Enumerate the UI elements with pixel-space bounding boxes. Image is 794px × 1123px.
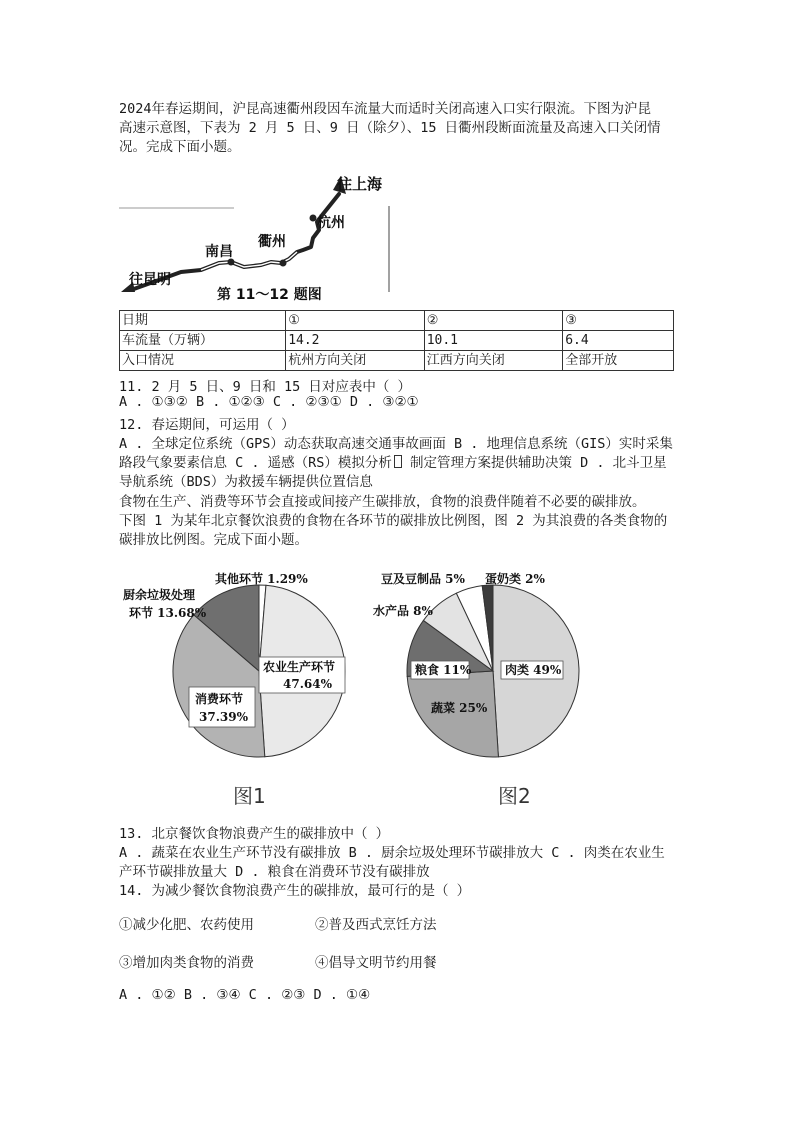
question-12-option-line2 bbox=[119, 451, 667, 471]
pie-chart-fig2 bbox=[365, 565, 595, 775]
intro-line-1: 2024年春运期间，沪昆高速衢州段因车流量大而适时关闭高速入口实行限流。下图为沪昆 bbox=[119, 101, 652, 117]
question-13-option-line1: A . 蔬菜在农业生产环节没有碳排放 B . 厨余垃圾处理环节碳排放大 C . 肉类在农业生 bbox=[119, 845, 665, 861]
hangzhou-dot bbox=[310, 215, 317, 222]
question-12-option-a: A . 全球定位系统（GPS）动态获取高速交通事故画面 B . 地理信息系统（GIS）实时采集 bbox=[119, 436, 673, 452]
map-caption-partial: 第 11～12 题图 bbox=[217, 287, 322, 303]
label-to-shanghai: 往上海 bbox=[337, 175, 383, 193]
fig2-label-veg: 蔬菜 25% bbox=[431, 701, 488, 715]
table-cell: 10.1 bbox=[424, 331, 563, 351]
question-12-option-d: 导航系统（BDS）为救援车辆提供位置信息 bbox=[119, 474, 373, 490]
pie-chart-fig1 bbox=[119, 565, 359, 775]
intro2-line-3: 碳排放比例图。完成下面小题。 bbox=[119, 532, 308, 548]
question-14-options: A . ①② B . ③④ C . ②③ D . ①④ bbox=[119, 987, 371, 1003]
fig1-label-consume-b: 37.39% bbox=[199, 710, 248, 724]
fig1-label-kitchen-b: 环节 13.68% bbox=[129, 606, 207, 620]
q12-line2-part1: 路段气象要素信息 C . 遥感（RS）模拟分析 bbox=[119, 455, 392, 471]
fig2-label-egg: 蛋奶类 2% bbox=[485, 572, 545, 586]
question-14-item-3: ③增加肉类食物的消费 bbox=[119, 955, 254, 971]
table-cell: 日期 bbox=[120, 311, 286, 331]
intro2-line-2: 下图 1 为某年北京餐饮浪费的食物在各环节的碳排放比例图，图 2 为其浪费的各类食物的 bbox=[119, 513, 668, 529]
fig2-label-grain: 粮食 11% bbox=[415, 663, 472, 677]
traffic-table bbox=[119, 310, 674, 371]
table-cell: 6.4 bbox=[563, 331, 674, 351]
missing-glyph-icon bbox=[394, 455, 402, 468]
question-11-options: A . ①③② B . ①②③ C . ②③① D . ③②① bbox=[119, 394, 419, 410]
intro-line-2: 高速示意图，下表为 2 月 5 日、9 日（除夕）、15 日衢州段断面流量及高速入口关闭情 bbox=[119, 120, 661, 136]
fig1-caption: 图1 bbox=[233, 784, 266, 808]
table-cell: 杭州方向关闭 bbox=[286, 351, 425, 371]
question-14-item-1: ①减少化肥、农药使用 bbox=[119, 917, 254, 933]
question-14: 14. 为减少餐饮食物浪费产生的碳排放，最可行的是（ ） bbox=[119, 883, 471, 899]
label-quzhou: 衢州 bbox=[258, 234, 286, 250]
highway-map bbox=[119, 170, 399, 303]
table-cell: ② bbox=[424, 311, 563, 331]
q12-line2-part2: 制定管理方案提供辅助决策 D . 北斗卫星 bbox=[401, 455, 667, 471]
label-nanchang: 南昌 bbox=[205, 244, 233, 260]
question-14-item-4: ④倡导文明节约用餐 bbox=[315, 955, 437, 971]
table-cell: 江西方向关闭 bbox=[424, 351, 563, 371]
fig2-caption: 图2 bbox=[498, 784, 531, 808]
table-cell: 入口情况 bbox=[120, 351, 286, 371]
table-row bbox=[120, 351, 674, 371]
table-cell: 全部开放 bbox=[563, 351, 674, 371]
question-13: 13. 北京餐饮食物浪费产生的碳排放中（ ） bbox=[119, 826, 390, 842]
fig1-label-kitchen-a: 厨余垃圾处理 bbox=[123, 588, 196, 602]
fig1-label-agri-a: 农业生产环节 bbox=[263, 660, 336, 674]
question-14-item-2: ②普及西式烹饪方法 bbox=[315, 917, 437, 933]
fig2-label-aquatic: 水产品 8% bbox=[373, 604, 433, 618]
fig2-label-bean: 豆及豆制品 5% bbox=[381, 572, 465, 586]
question-13-option-line2: 产环节碳排放量大 D . 粮食在消费环节没有碳排放 bbox=[119, 864, 430, 880]
table-row bbox=[120, 331, 674, 351]
question-12: 12. 春运期间，可运用（ ） bbox=[119, 417, 295, 433]
table-cell: 车流量（万辆） bbox=[120, 331, 286, 351]
label-hangzhou: 杭州 bbox=[317, 215, 345, 231]
fig1-label-agri-b: 47.64% bbox=[283, 677, 332, 691]
intro-line-3: 况。完成下面小题。 bbox=[119, 139, 241, 155]
table-cell: 14.2 bbox=[286, 331, 425, 351]
fig2-label-meat: 肉类 49% bbox=[505, 663, 562, 677]
table-cell: ③ bbox=[563, 311, 674, 331]
table-cell: ① bbox=[286, 311, 425, 331]
intro2-line-1: 食物在生产、消费等环节会直接或间接产生碳排放，食物的浪费伴随着不必要的碳排放。 bbox=[119, 494, 646, 510]
quzhou-dot bbox=[280, 260, 287, 267]
table-row bbox=[120, 311, 674, 331]
fig1-label-consume-a: 消费环节 bbox=[195, 692, 244, 706]
fig1-label-other: 其他环节 1.29% bbox=[215, 572, 308, 586]
question-11: 11. 2 月 5 日、9 日和 15 日对应表中（ ） bbox=[119, 379, 412, 395]
label-to-kunming: 往昆明 bbox=[129, 272, 171, 288]
